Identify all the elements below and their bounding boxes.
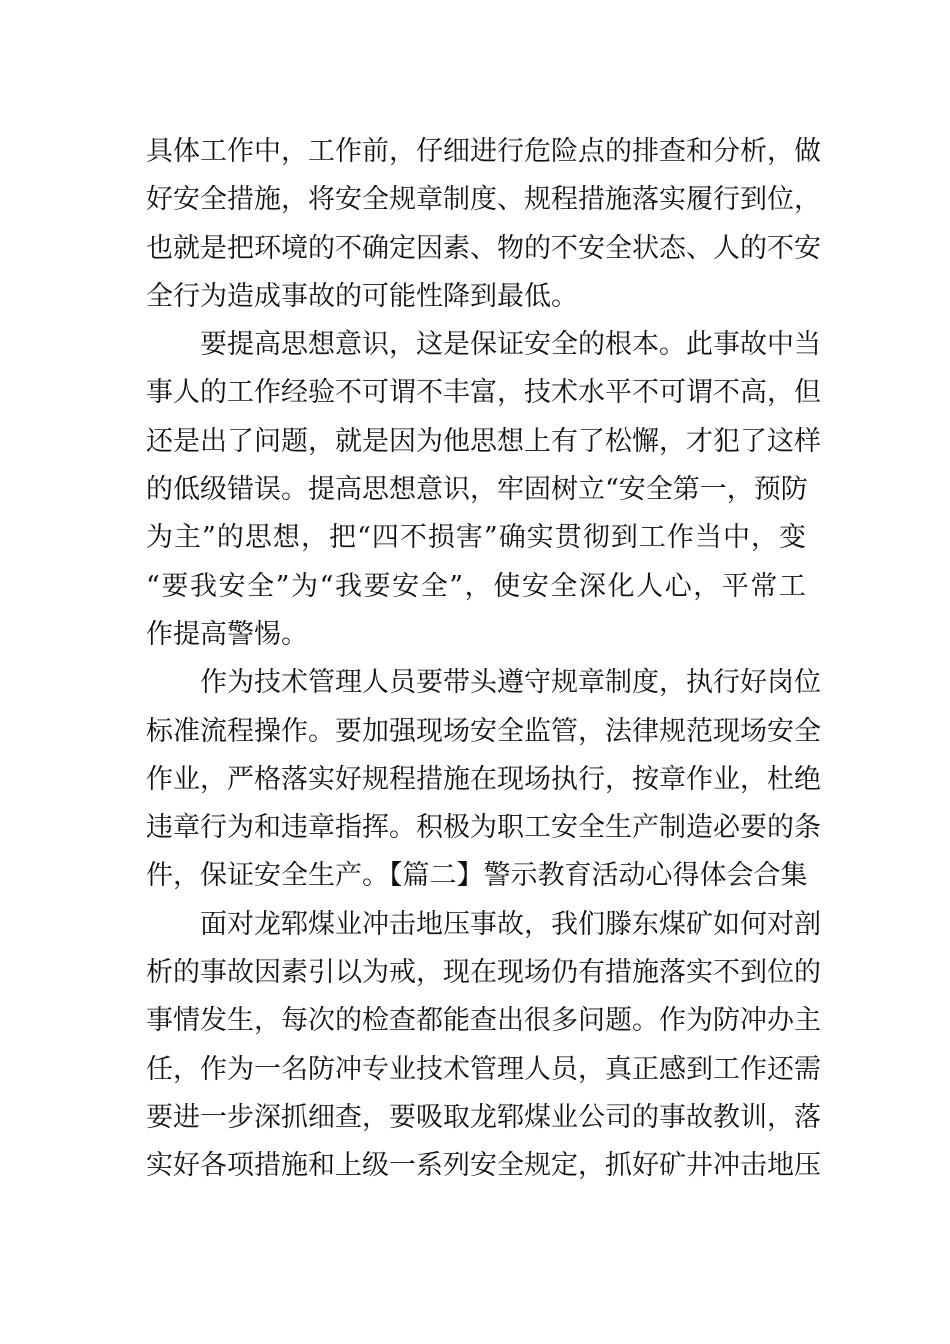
text-line: 要提高思想意识，这是保证安全的根本。此事故中当 bbox=[200, 329, 821, 361]
text-line: 作为技术管理人员要带头遵守规章制度，执行好岗位 bbox=[200, 667, 821, 699]
text-line: “要我安全”为“我要安全”，使安全深化人心，平常工 bbox=[146, 570, 806, 602]
text-line: 违章行为和违章指挥。积极为职工安全生产制造必要的条 bbox=[146, 812, 821, 844]
text-line: 还是出了问题，就是因为他思想上有了松懈，才犯了这样 bbox=[146, 425, 821, 457]
text-line: 事人的工作经验不可谓不丰富，技术水平不可谓不高，但 bbox=[146, 377, 821, 409]
text-line: 实好各项措施和上级一系列安全规定，抓好矿井冲击地压 bbox=[146, 1150, 821, 1182]
text-line: 作提高警惕。 bbox=[146, 618, 308, 650]
text-line: 的低级错误。提高思想意识，牢固树立“安全第一，预防 bbox=[146, 474, 808, 506]
text-line: 件，保证安全生产。【篇二】警示教育活动心得体会合集 bbox=[146, 860, 808, 892]
text-line: 事情发生，每次的检查都能查出很多问题。作为防冲办主 bbox=[146, 1005, 821, 1037]
text-line: 任，作为一名防冲专业技术管理人员，真正感到工作还需 bbox=[146, 1053, 821, 1085]
text-line: 面对龙郓煤业冲击地压事故，我们滕东煤矿如何对剖 bbox=[200, 908, 821, 940]
text-line: 也就是把环境的不确定因素、物的不安全状态、人的不安 bbox=[146, 232, 821, 264]
body-text bbox=[146, 128, 821, 1191]
text-line: 好安全措施，将安全规章制度、规程措施落实履行到位， bbox=[146, 184, 821, 216]
text-line: 作业，严格落实好规程措施在现场执行，按章作业，杜绝 bbox=[146, 763, 821, 795]
paragraph bbox=[146, 901, 821, 1191]
text-line: 要进一步深抓细查，要吸取龙郓煤业公司的事故教训，落 bbox=[146, 1101, 821, 1133]
text-line: 标准流程操作。要加强现场安全监管，法律规范现场安全 bbox=[146, 715, 821, 747]
paragraph bbox=[146, 659, 821, 900]
paragraph bbox=[146, 321, 821, 659]
text-line: 析的事故因素引以为戒，现在现场仍有措施落实不到位的 bbox=[146, 957, 821, 989]
paragraph bbox=[146, 128, 821, 321]
text-line: 全行为造成事故的可能性降到最低。 bbox=[146, 280, 578, 312]
text-line: 为主”的思想，把“四不损害”确实贯彻到工作当中，变 bbox=[146, 522, 806, 554]
text-line: 具体工作中，工作前，仔细进行危险点的排查和分析，做 bbox=[146, 136, 821, 167]
